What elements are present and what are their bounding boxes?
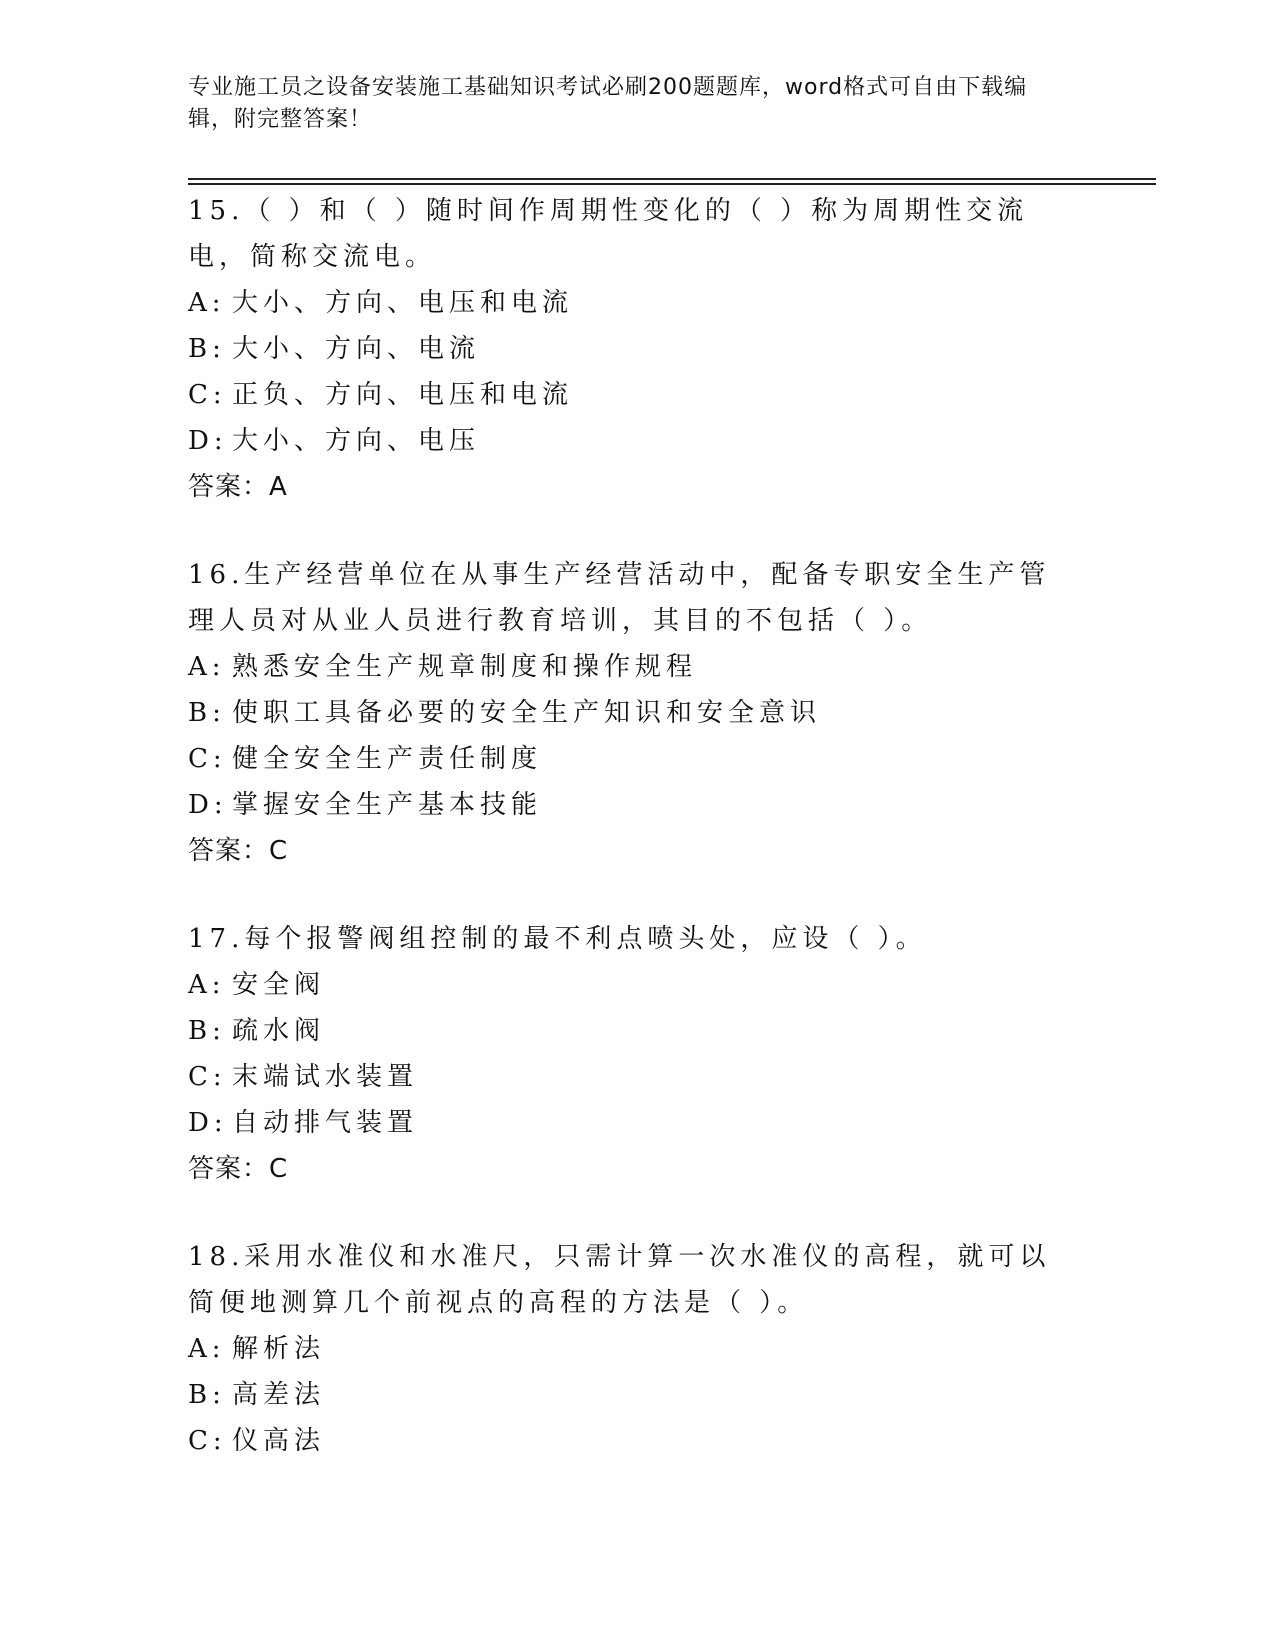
option-d	[188, 1100, 1068, 1146]
option-text: 熟悉安全生产规章制度和操作规程	[232, 652, 698, 682]
option-c	[188, 1418, 1068, 1464]
question-text: 18.采用水准仪和水准尺，只需计算一次水准仪的高程，就可以简便地测算几个前视点的高程的方法是（ ）。	[188, 1242, 1051, 1318]
option-c	[188, 1054, 1068, 1100]
option-c	[188, 736, 1068, 782]
option-d	[188, 782, 1068, 828]
header-divider-top	[188, 178, 1156, 180]
question-text: 17.每个报警阀组控制的最不利点喷头处，应设（ ）。	[188, 924, 927, 954]
option-letter: B:	[188, 698, 226, 728]
option-letter: C:	[188, 1062, 227, 1092]
answer-line: 答案：A	[188, 472, 288, 502]
option-letter: B:	[188, 1016, 226, 1046]
option-letter: C:	[188, 1426, 227, 1456]
option-text: 大小、方向、电压和电流	[232, 288, 574, 318]
option-letter: D:	[188, 1108, 228, 1138]
question-18	[188, 1234, 1068, 1464]
option-text: 自动排气装置	[232, 1108, 419, 1138]
option-letter: D:	[188, 790, 228, 820]
option-letter: B:	[188, 1380, 226, 1410]
option-b	[188, 1372, 1068, 1418]
option-text: 高差法	[232, 1380, 326, 1410]
option-text: 健全安全生产责任制度	[232, 744, 543, 774]
option-text: 仪高法	[232, 1426, 326, 1456]
option-text: 使职工具备必要的安全生产知识和安全意识	[232, 698, 822, 728]
option-letter: B:	[188, 334, 226, 364]
option-letter: A:	[188, 1334, 226, 1364]
option-text: 安全阀	[232, 970, 326, 1000]
option-text: 疏水阀	[232, 1016, 326, 1046]
option-letter: A:	[188, 652, 226, 682]
option-text: 正负、方向、电压和电流	[232, 380, 574, 410]
header-divider-bottom	[188, 183, 1156, 185]
option-letter: C:	[188, 380, 227, 410]
option-a	[188, 1326, 1068, 1372]
question-list	[188, 188, 1068, 1506]
question-text: 15.（ ）和（ ）随时间作周期性变化的（ ）称为周期性交流电，简称交流电。	[188, 196, 1029, 272]
option-text: 大小、方向、电流	[232, 334, 481, 364]
answer-line: 答案：C	[188, 1154, 289, 1184]
option-b	[188, 1008, 1068, 1054]
option-letter: C:	[188, 744, 227, 774]
question-15	[188, 188, 1068, 510]
option-b	[188, 690, 1068, 736]
option-d	[188, 418, 1068, 464]
question-16	[188, 552, 1068, 874]
option-letter: A:	[188, 970, 226, 1000]
option-a	[188, 962, 1068, 1008]
option-a	[188, 644, 1068, 690]
page-header: 专业施工员之设备安装施工基础知识考试必刷200题题库，word格式可自由下载编辑，附完整答案！	[188, 75, 1028, 132]
option-text: 解析法	[232, 1334, 326, 1364]
option-letter: A:	[188, 288, 226, 318]
question-17	[188, 916, 1068, 1192]
option-text: 末端试水装置	[232, 1062, 419, 1092]
option-a	[188, 280, 1068, 326]
option-c	[188, 372, 1068, 418]
question-text: 16.生产经营单位在从事生产经营活动中，配备专职安全生产管理人员对从业人员进行教育培训，其目的不包括（ ）。	[188, 560, 1051, 636]
answer-line: 答案：C	[188, 836, 289, 866]
option-letter: D:	[188, 426, 228, 456]
option-text: 大小、方向、电压	[232, 426, 481, 456]
option-b	[188, 326, 1068, 372]
option-text: 掌握安全生产基本技能	[232, 790, 543, 820]
